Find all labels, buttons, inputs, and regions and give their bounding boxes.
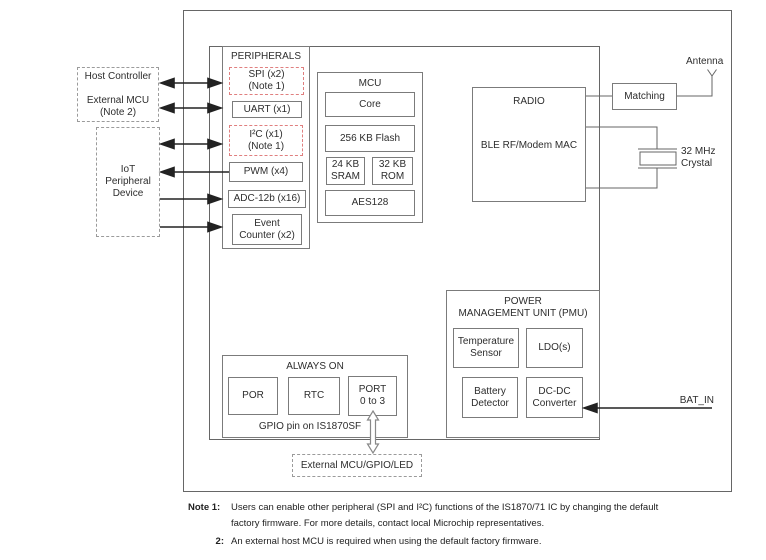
event-counter-line1: Event <box>254 217 280 229</box>
note-1-text <box>231 500 658 533</box>
radio-block <box>472 87 586 202</box>
peripheral-i2c-box <box>229 125 303 156</box>
host-controller-box <box>77 67 159 122</box>
mcu-title: MCU <box>358 78 382 89</box>
rtc-box <box>288 377 340 415</box>
temperature-sensor-line2: Sensor <box>470 348 502 359</box>
rom-line1: 32 KB <box>378 159 407 170</box>
temperature-sensor-line1: Temperature <box>457 336 515 347</box>
aes-label: AES128 <box>351 197 389 208</box>
iot-label-line3: Device <box>112 188 144 199</box>
crystal-label-line1: 32 MHz <box>681 146 716 157</box>
note-2-line1: An external host MCU is required when using the default factory firmware. <box>231 535 542 547</box>
external-mcu-gpio-led-label: External MCU/GPIO/LED <box>300 459 414 471</box>
uart-label: UART (x1) <box>243 103 291 115</box>
external-mcu-note: (Note 2) <box>99 107 137 118</box>
pmu-title-line1: POWER <box>504 296 542 307</box>
peripheral-uart-box <box>232 101 302 118</box>
note-1-label: Note 1: <box>188 502 221 513</box>
radio-subtitle: BLE RF/Modem MAC <box>480 140 578 151</box>
matching-label: Matching <box>624 90 665 102</box>
port-box <box>348 376 397 416</box>
matching-box <box>612 83 677 110</box>
peripheral-pwm-box <box>229 162 303 182</box>
note-2 <box>188 534 658 550</box>
dcdc-converter-line1: DC-DC <box>538 385 571 397</box>
spi-label: SPI (x2) <box>248 69 285 80</box>
pmu-title-line2: MANAGEMENT UNIT (PMU) <box>458 308 588 319</box>
host-controller-label: Host Controller <box>84 71 152 82</box>
iot-label-line2: Peripheral <box>105 176 151 187</box>
flash-label: 256 KB Flash <box>339 132 401 144</box>
antenna-label: Antenna <box>686 56 724 67</box>
rom-line2: ROM <box>380 171 405 182</box>
spi-note: (Note 1) <box>248 81 285 92</box>
i2c-note: (Note 1) <box>247 140 285 152</box>
pwm-label: PWM (x4) <box>243 166 289 177</box>
iot-device-box <box>96 127 160 237</box>
peripherals-title: PERIPHERALS <box>230 51 302 62</box>
ldo-box <box>526 328 583 368</box>
peripheral-adc-box <box>228 190 306 208</box>
crystal-label-line2: Crystal <box>681 158 713 169</box>
dcdc-converter-line2: Converter <box>532 397 577 409</box>
rtc-label: RTC <box>303 390 325 401</box>
mcu-core-box <box>325 92 415 117</box>
sram-line1: 24 KB <box>331 159 360 170</box>
crystal-label <box>681 146 715 170</box>
peripheral-spi-box <box>229 67 304 95</box>
gpio-caption: GPIO pin on IS1870SF <box>258 421 362 432</box>
mcu-aes-box <box>325 190 415 216</box>
battery-detector-line2: Detector <box>471 397 509 409</box>
temperature-sensor-box <box>453 328 519 368</box>
core-label: Core <box>359 98 381 110</box>
i2c-label: I²C (x1) <box>249 128 283 140</box>
note-1-line1: Users can enable other peripheral (SPI and I²C) functions of the IS1870/71 IC by changing the default <box>231 502 659 513</box>
always-on-title: ALWAYS ON <box>286 361 344 372</box>
dcdc-converter-box <box>526 377 583 418</box>
port-line2: 0 to 3 <box>359 396 386 407</box>
note-1 <box>188 500 658 533</box>
por-box <box>228 377 278 415</box>
port-line1: PORT <box>358 384 387 395</box>
iot-label-line1: IoT <box>120 164 136 175</box>
event-counter-line2: Counter (x2) <box>239 229 295 241</box>
note-2-label: 2: <box>215 535 224 547</box>
sram-line2: SRAM <box>331 171 360 182</box>
ldo-label: LDO(s) <box>538 342 571 353</box>
adc-label: ADC-12b (x16) <box>233 193 301 204</box>
mcu-rom-box <box>372 157 413 185</box>
battery-detector-line1: Battery <box>474 385 506 397</box>
bat-in-label: BAT_IN <box>679 395 714 406</box>
external-mcu-gpio-led-box <box>292 454 422 477</box>
mcu-flash-box <box>325 125 415 152</box>
battery-detector-box <box>462 377 518 418</box>
note-1-line2: factory firmware. For more details, contact local Microchip representatives. <box>231 518 545 530</box>
radio-title: RADIO <box>513 96 545 107</box>
external-mcu-label: External MCU <box>86 95 150 106</box>
por-label: POR <box>242 390 264 401</box>
notes-section <box>188 500 658 550</box>
peripheral-event-counter-box <box>232 214 302 245</box>
mcu-sram-box <box>326 157 365 185</box>
